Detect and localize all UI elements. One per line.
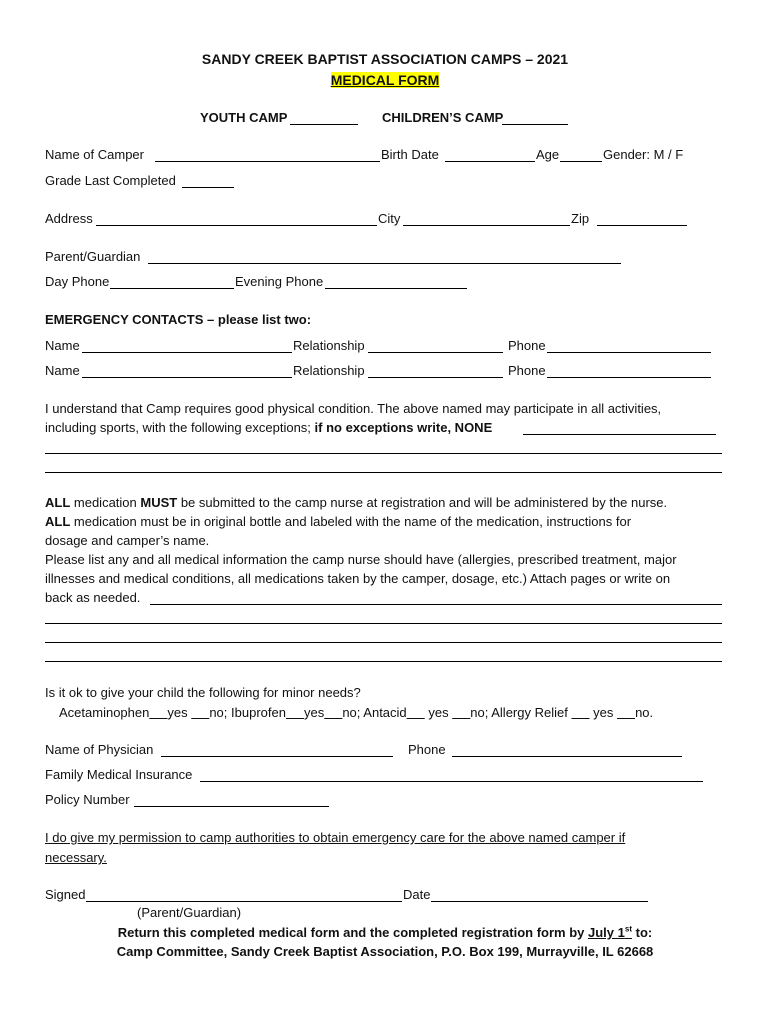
emergency-name-label-2: Name [45, 363, 80, 378]
return-text: Return this completed medical form and the completed registration form by [117, 925, 589, 940]
due-date-text: July 1 [588, 925, 625, 940]
signature-field[interactable] [86, 901, 402, 902]
minor-needs-end: . [649, 705, 654, 720]
acetaminophen-no-blank[interactable] [191, 705, 209, 720]
emergency-relationship-label-1: Relationship [293, 338, 365, 353]
ibuprofen-yes-blank[interactable] [286, 705, 304, 720]
emergency-phone-label-1: Phone [508, 338, 546, 353]
acetaminophen-no: no [209, 705, 224, 720]
return-instructions [0, 925, 770, 941]
address-label: Address [45, 211, 93, 226]
address-field[interactable] [96, 225, 377, 226]
medication-text: medication [70, 495, 141, 510]
activity-statement-line1: I understand that Camp requires good physical condition. The above named may participate in all activities, [45, 401, 662, 416]
acetaminophen-yes: yes [167, 705, 188, 720]
form-title: SANDY CREEK BAPTIST ASSOCIATION CAMPS – 2021 [201, 51, 569, 67]
antacid-no: no [470, 705, 485, 720]
policy-number-field[interactable] [134, 806, 329, 807]
policy-number-label: Policy Number [45, 792, 130, 807]
physician-phone-field[interactable] [452, 756, 682, 757]
permission-statement-line1: I do give my permission to camp authorities to obtain emergency care for the above named camper if [45, 830, 626, 845]
emergency-name-field-2[interactable] [82, 377, 292, 378]
city-label: City [378, 211, 401, 226]
ibuprofen-no: no [342, 705, 357, 720]
emergency-relationship-field-2[interactable] [368, 377, 503, 378]
evening-phone-field[interactable] [325, 288, 467, 289]
day-phone-label: Day Phone [45, 274, 110, 289]
must-emphasis: MUST [140, 495, 178, 510]
day-phone-field[interactable] [110, 288, 234, 289]
medication-paragraph-1 [45, 495, 667, 511]
physician-name-field[interactable] [161, 756, 393, 757]
camper-name-label: Name of Camper [45, 147, 144, 162]
insurance-label: Family Medical Insurance [45, 767, 193, 782]
activity-statement-line2 [45, 420, 492, 436]
medical-info-line2: illnesses and medical conditions, all medications taken by the camper, dosage, etc.) Attach pages or write on [45, 571, 671, 586]
ibuprofen-label: ; Ibuprofen [223, 705, 286, 720]
date-label: Date [403, 887, 431, 902]
physician-phone-label: Phone [408, 742, 446, 757]
parent-guardian-field[interactable] [148, 263, 621, 264]
all-emphasis: ALL [45, 514, 71, 529]
zip-field[interactable] [597, 225, 687, 226]
permission-statement-line2: necessary. [45, 850, 107, 865]
emergency-phone-field-1[interactable] [547, 352, 711, 353]
emergency-relationship-label-2: Relationship [293, 363, 365, 378]
no-exceptions-instruction: if no exceptions write, NONE [314, 420, 493, 435]
allergy-yes-blank[interactable] [571, 705, 589, 720]
medication-paragraph-2 [45, 514, 631, 530]
insurance-field[interactable] [200, 781, 703, 782]
emergency-phone-field-2[interactable] [547, 377, 711, 378]
grade-field[interactable] [182, 187, 234, 188]
medical-info-field-1[interactable] [150, 604, 722, 605]
city-field[interactable] [403, 225, 570, 226]
ibuprofen-no-blank[interactable] [324, 705, 342, 720]
emergency-relationship-field-1[interactable] [368, 352, 503, 353]
medication-paragraph-2b: dosage and camper’s name. [45, 533, 210, 548]
medication-text: medication must be in original bottle and labeled with the name of the medication, instructions for [70, 514, 632, 529]
emergency-contacts-heading: EMERGENCY CONTACTS – please list two: [45, 312, 312, 327]
birth-date-label: Birth Date [381, 147, 439, 162]
minor-needs-options [59, 705, 653, 721]
zip-label: Zip [571, 211, 590, 226]
date-field[interactable] [431, 901, 648, 902]
childrens-camp-label: CHILDREN’S CAMP [382, 110, 504, 125]
exceptions-field-2[interactable] [45, 453, 722, 454]
evening-phone-label: Evening Phone [235, 274, 324, 289]
childrens-camp-field[interactable] [502, 124, 568, 125]
emergency-name-field-1[interactable] [82, 352, 292, 353]
ibuprofen-yes: yes [304, 705, 325, 720]
camper-name-field[interactable] [155, 161, 380, 162]
youth-camp-field[interactable] [290, 124, 358, 125]
due-date-suffix: st [624, 924, 632, 934]
emergency-phone-label-2: Phone [508, 363, 546, 378]
allergy-relief-label: ; Allergy Relief [484, 705, 568, 720]
medical-info-line1: Please list any and all medical information the camp nurse should have (allergies, prescribed treatment, major [45, 552, 677, 567]
medical-info-field-2[interactable] [45, 623, 722, 624]
antacid-label: ; Antacid [356, 705, 407, 720]
form-subtitle [0, 72, 770, 88]
age-label: Age [536, 147, 560, 162]
allergy-no-blank[interactable] [617, 705, 635, 720]
antacid-yes: yes [428, 705, 449, 720]
age-field[interactable] [560, 161, 602, 162]
parent-guardian-label: Parent/Guardian [45, 249, 141, 264]
mailing-address: Camp Committee, Sandy Creek Baptist Association, P.O. Box 199, Murrayville, IL 62668 [116, 944, 654, 959]
allergy-yes: yes [593, 705, 614, 720]
medical-info-field-4[interactable] [45, 661, 722, 662]
allergy-no: no [635, 705, 650, 720]
exceptions-field-1[interactable] [523, 434, 716, 435]
medication-text: be submitted to the camp nurse at registration and will be administered by the nurse. [177, 495, 668, 510]
emergency-name-label-1: Name [45, 338, 80, 353]
signed-label: Signed [45, 887, 86, 902]
gender-label[interactable]: Gender: M / F [603, 147, 684, 162]
exceptions-field-3[interactable] [45, 472, 722, 473]
acetaminophen-yes-blank[interactable] [149, 705, 167, 720]
medical-info-field-3[interactable] [45, 642, 722, 643]
return-to-text: to: [632, 925, 653, 940]
antacid-no-blank[interactable] [452, 705, 470, 720]
all-emphasis: ALL [45, 495, 71, 510]
acetaminophen-label: Acetaminophen [59, 705, 150, 720]
minor-needs-question: Is it ok to give your child the following for minor needs? [45, 685, 361, 700]
youth-camp-label: YOUTH CAMP [200, 110, 288, 125]
physician-name-label: Name of Physician [45, 742, 154, 757]
due-date [588, 925, 632, 940]
medical-info-line3: back as needed. [45, 590, 141, 605]
antacid-yes-blank[interactable] [407, 705, 425, 720]
birth-date-field[interactable] [445, 161, 535, 162]
grade-label: Grade Last Completed [45, 173, 176, 188]
parent-guardian-note: (Parent/Guardian) [137, 905, 242, 920]
medical-form-highlight: MEDICAL FORM [330, 72, 440, 88]
activity-statement-text: including sports, with the following exceptions; [45, 420, 315, 435]
